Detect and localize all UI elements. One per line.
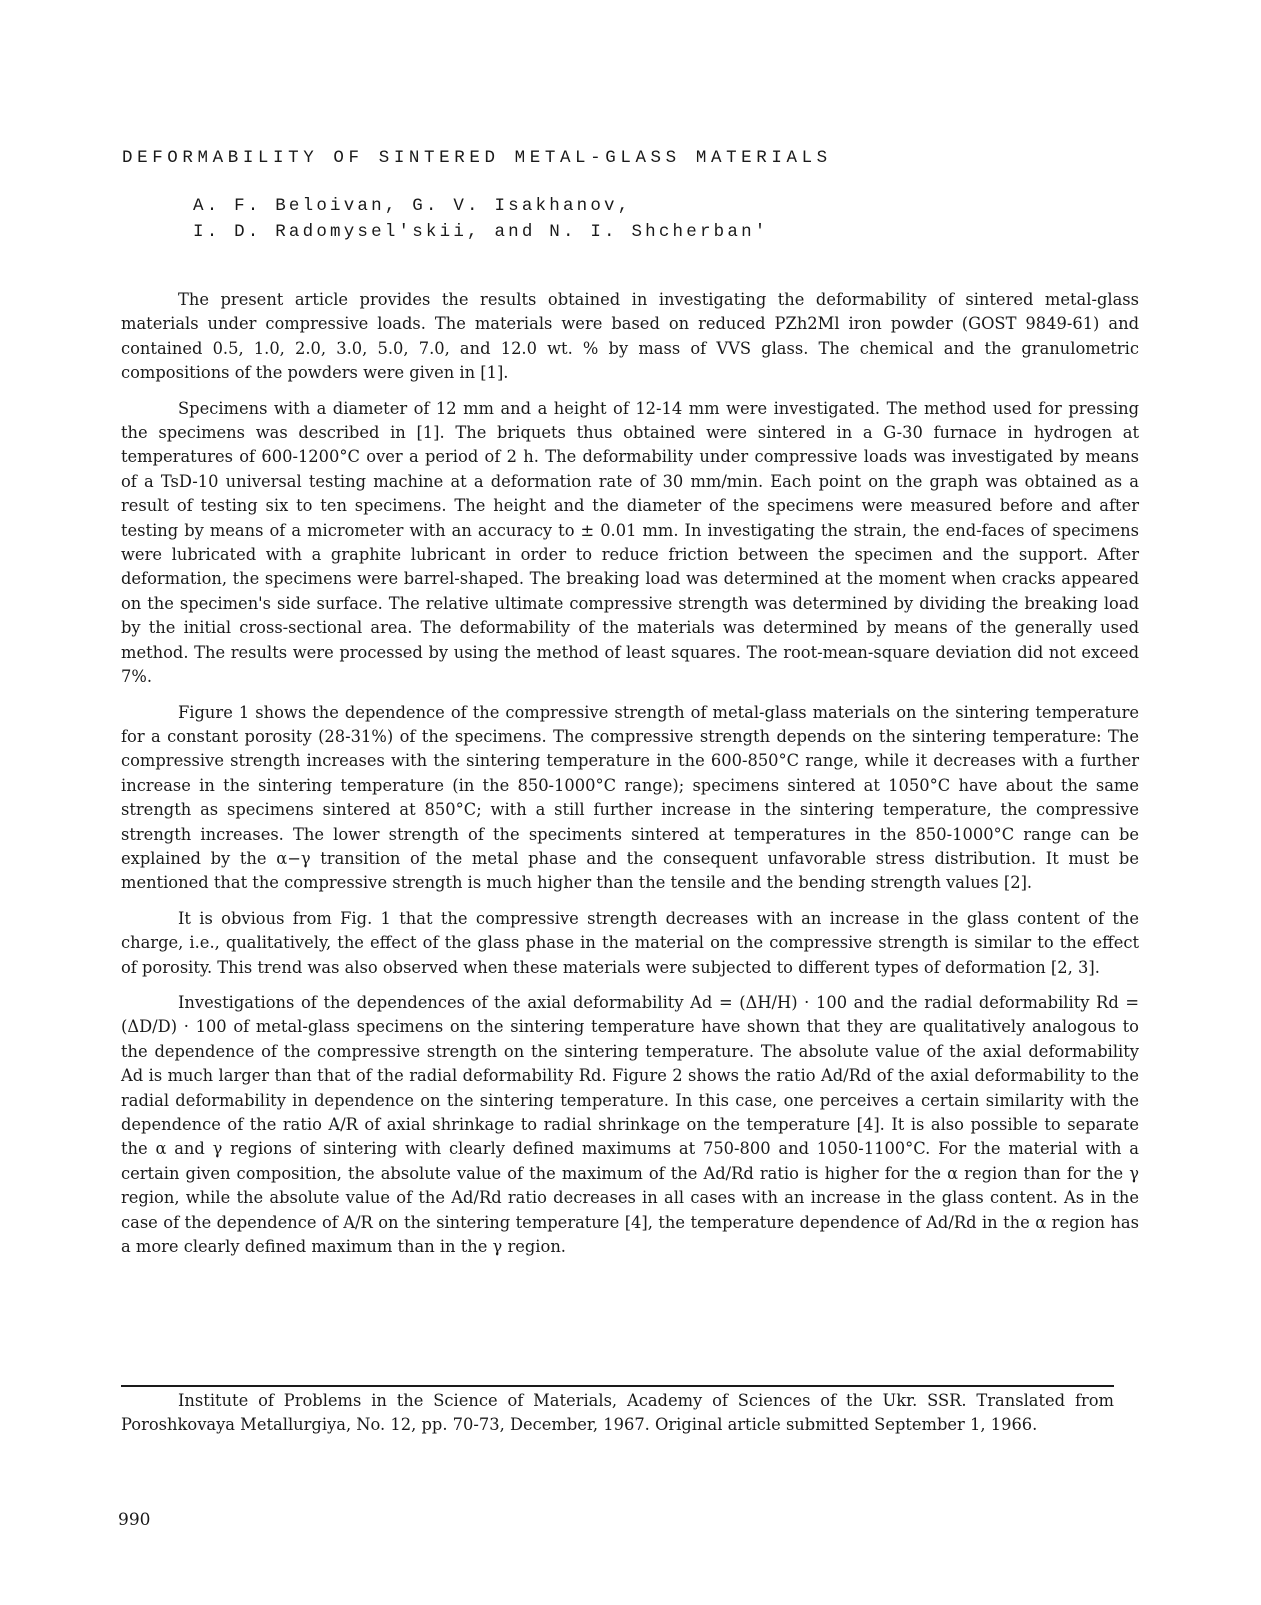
footnote bbox=[121, 1389, 1114, 1438]
author-line-2: I. D. Radomysel'skii, and N. I. Shcherban' bbox=[193, 222, 769, 242]
author-list bbox=[193, 193, 768, 245]
author-line-1: A. F. Beloivan, G. V. Isakhanov, bbox=[193, 196, 632, 216]
paragraph-intro: The present article provides the results obtained in investigating the deformability of sintered metal-glass materials under compressive loads. The materials were based on reduced PZh2Ml iron powder (GOST 9849-61) and contained 0.5, 1.0, 2.0, 3.0, 5.0, 7.0, and 12.0 wt. % by mass of VVS glass. The chemical and the granulometric compositions of the powders were given in [1]. bbox=[121, 290, 1139, 383]
footnote-rule bbox=[121, 1385, 1114, 1387]
page-number: 990 bbox=[118, 1510, 151, 1530]
paragraph-method: Specimens with a diameter of 12 mm and a height of 12-14 mm were investigated. The method used for pressing the specimens was described in [1]. The briquets thus obtained were sintered in a G-30 furnace in hydrogen at temperatures of 600-1200°C over a period of 2 h. The deformability under compressive loads was investigated by means of a TsD-10 universal testing machine at a deformation rate of 30 mm/min. Each point on the graph was obtained as a result of testing six to ten specimens. The height and the diameter of the specimens were measured before and after testing by means of a micrometer with an accuracy to ± 0.01 mm. In investigating the strain, the end-faces of specimens were lubricated with a graphite lubricant in order to reduce friction between the specimen and the support. After deformation, the specimens were barrel-shaped. The breaking load was determined at the moment when cracks appeared on the specimen's side surface. The relative ultimate compressive strength was determined by dividing the breaking load by the initial cross-sectional area. The deformability of the materials was determined by means of the generally used method. The results were processed by using the method of least squares. The root-mean-square deviation did not exceed 7%. bbox=[121, 398, 1139, 687]
paragraph-deformability: Investigations of the dependences of the axial deformability Ad = (ΔH/H) · 100 and the radial deformability Rd = (ΔD/D) · 100 of metal-glass specimens on the sintering temperature have shown that they are qualitatively analogous to the dependence of the compressive strength on the sintering temperature. The absolute value of the axial deformability Ad is much larger than that of the radial deformability Rd. Figure 2 shows the ratio Ad/Rd of the axial deformability to the radial deformability in dependence on the sintering temperature. In this case, one perceives a certain similarity with the dependence of the ratio A/R of axial shrinkage to radial shrinkage on the temperature [4]. It is also possible to separate the α and γ regions of sintering with clearly defined maximums at 750-800 and 1050-1100°C. For the material with a certain given composition, the absolute value of the maximum of the Ad/Rd ratio is higher for the α region than for the γ region, while the absolute value of the Ad/Rd ratio decreases in all cases with an increase in the glass content. As in the case of the dependence of A/R on the sintering temperature [4], the temperature dependence of Ad/Rd in the α region has a more clearly defined maximum than in the γ region. bbox=[121, 992, 1139, 1257]
article-body bbox=[121, 288, 1139, 1270]
article-title: DEFORMABILITY OF SINTERED METAL-GLASS MATERIALS bbox=[122, 148, 832, 168]
footnote-text: Institute of Problems in the Science of Materials, Academy of Sciences of the Ukr. SSR. Translated from Poroshkovaya Metallurgiya, No. 12, pp. 70-73, December, 1967. Original article submitted September 1, 1966. bbox=[121, 1391, 1114, 1435]
paragraph-glass-content: It is obvious from Fig. 1 that the compressive strength decreases with an increase in the glass content of the charge, i.e., qualitatively, the effect of the glass phase in the material on the compressive strength is similar to the effect of porosity. This trend was also observed when these materials were subjected to different types of deformation [2, 3]. bbox=[121, 908, 1139, 977]
paragraph-figure-1: Figure 1 shows the dependence of the compressive strength of metal-glass materials on the sintering temperature for a constant porosity (28-31%) of the specimens. The compressive strength depends on the sintering temperature: The compressive strength increases with the sintering temperature in the 600-850°C range, while it decreases with a further increase in the sintering temperature (in the 850-1000°C range); specimens sintered at 1050°C have about the same strength as specimens sintered at 850°C; with a still further increase in the sintering temperature, the compressive strength increases. The lower strength of the speciments sintered at temperatures in the 850-1000°C range can be explained by the α−γ transition of the metal phase and the consequent unfavorable stress distribution. It must be mentioned that the compressive strength is much higher than the tensile and the bending strength values [2]. bbox=[121, 702, 1139, 893]
